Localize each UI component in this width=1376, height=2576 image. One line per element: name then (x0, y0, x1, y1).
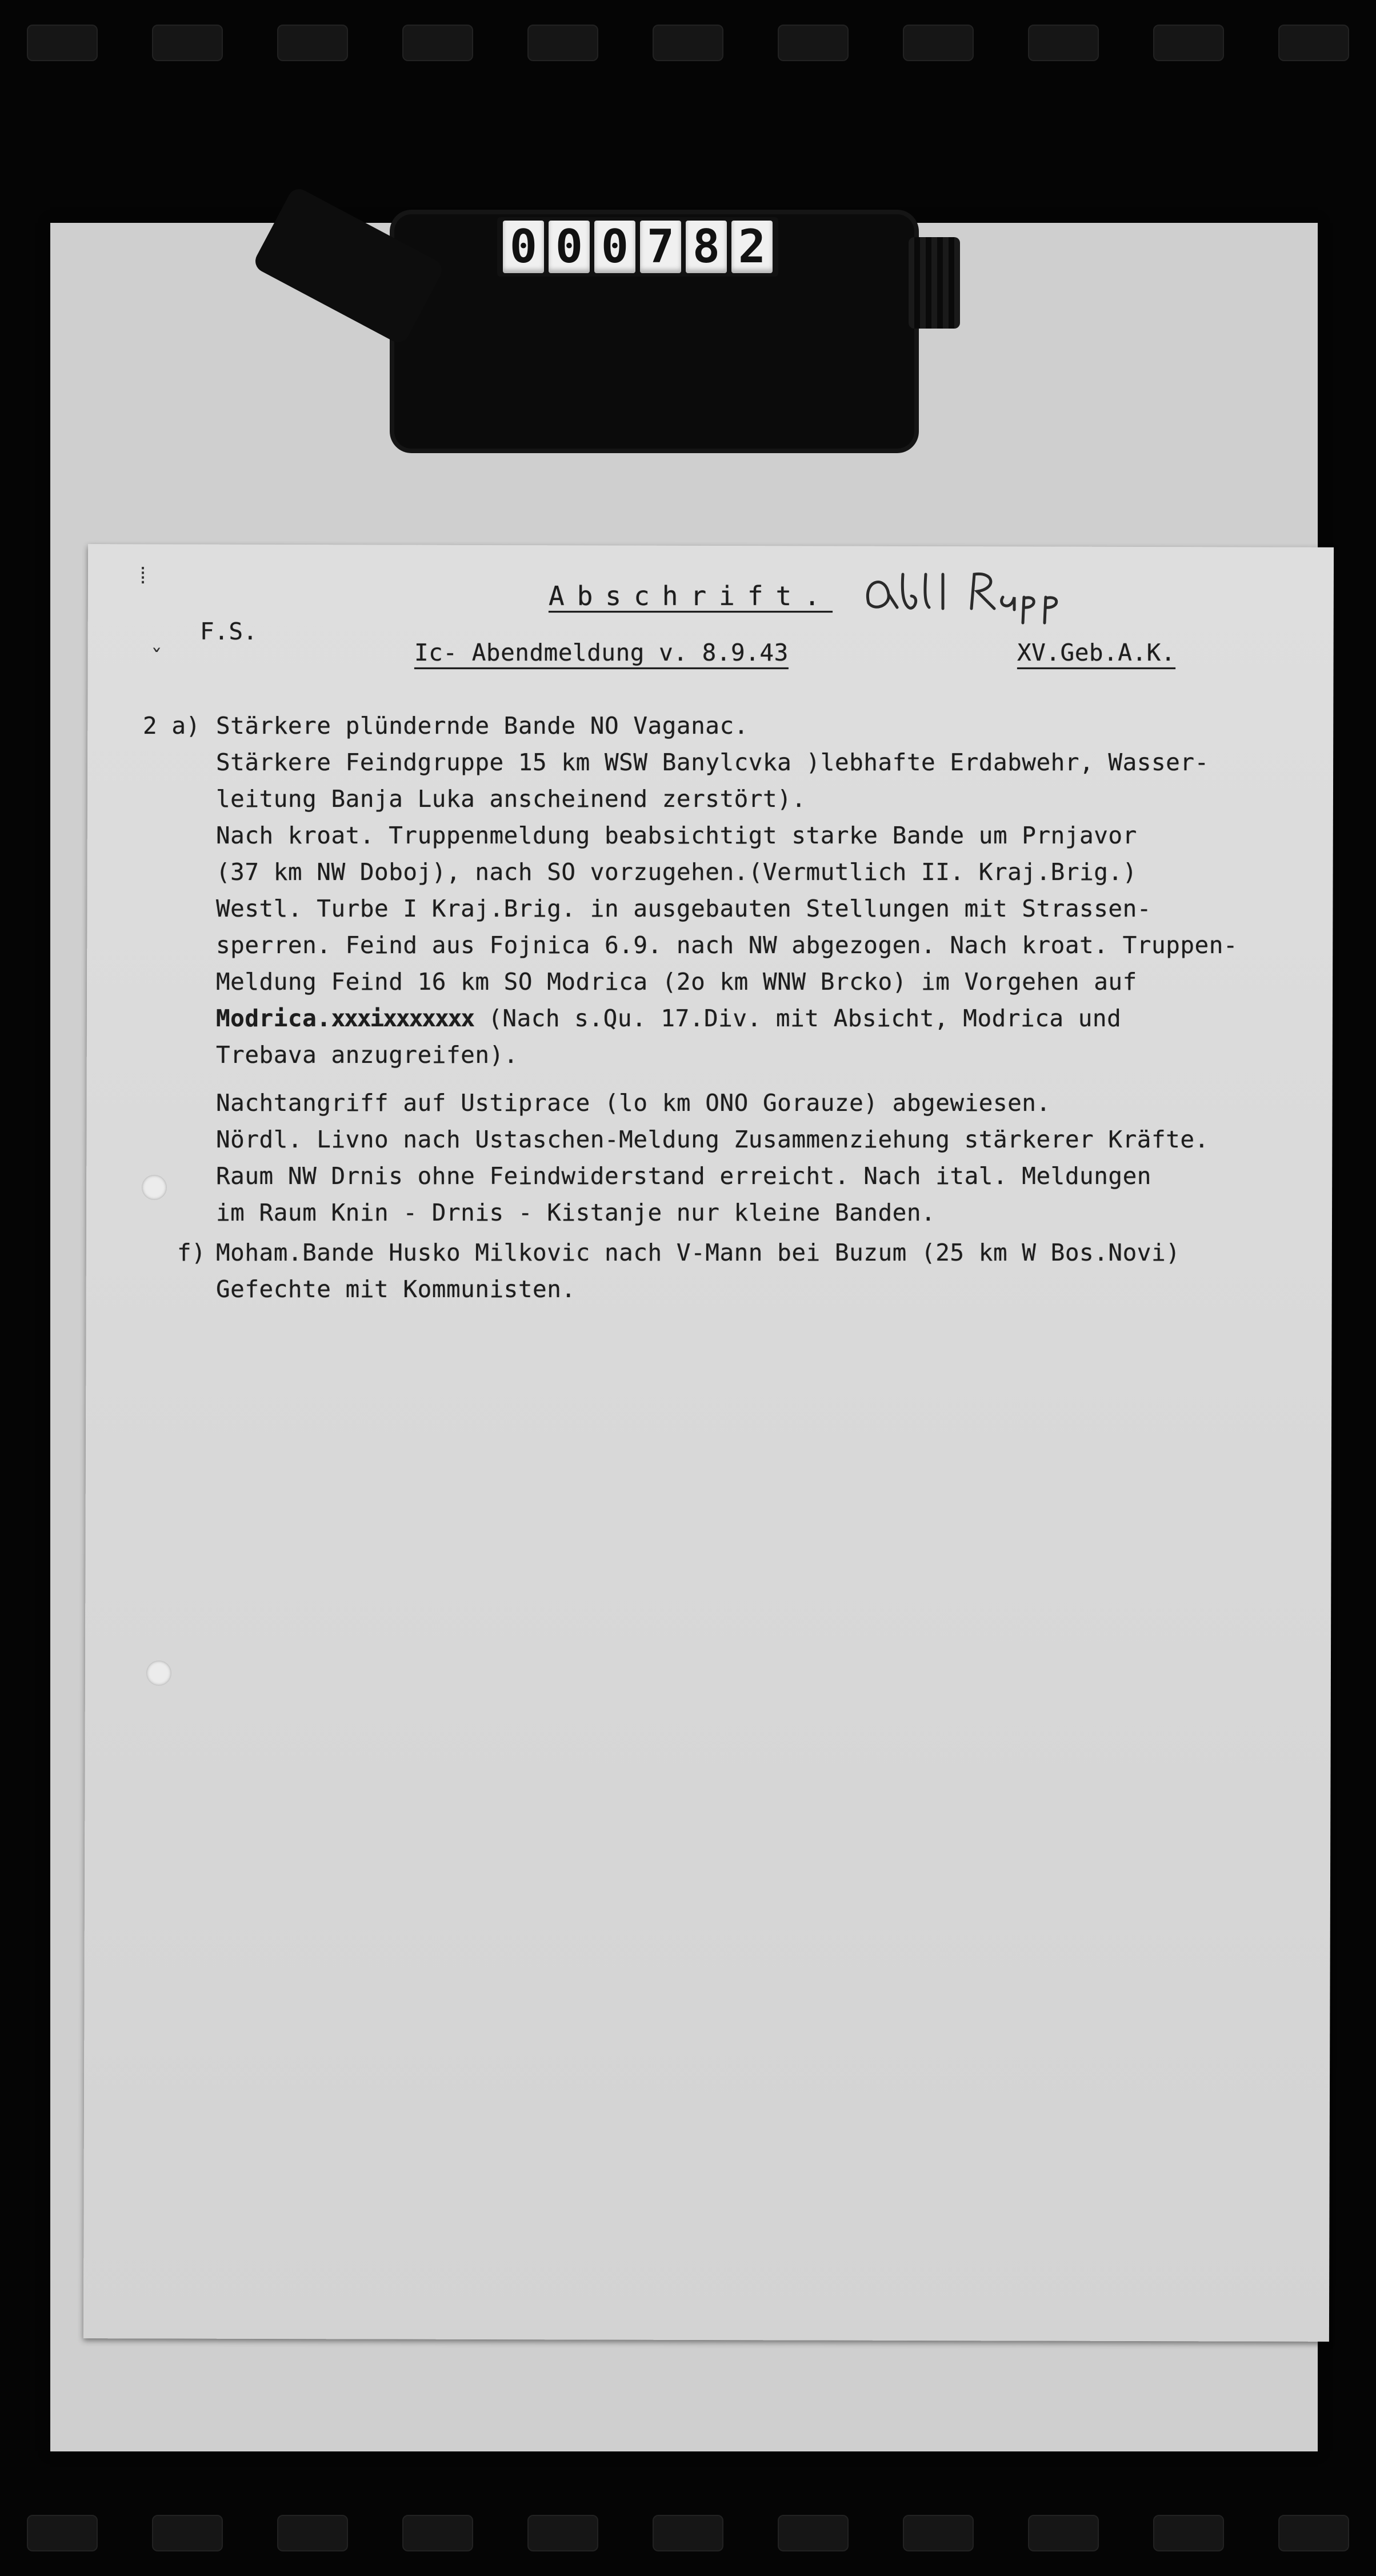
body-line: im Raum Knin - Drnis - Kistanje nur kleine Banden. (216, 1199, 936, 1226)
film-perforation (277, 2515, 348, 2551)
punch-hole (146, 1661, 171, 1686)
body-line: sperren. Feind aus Fojnica 6.9. nach NW abgezogen. Nach kroat. Truppen- (216, 931, 1238, 959)
section-label: 2 a) (143, 712, 201, 739)
frame-counter (497, 217, 778, 277)
film-perforation (1028, 25, 1099, 61)
film-perforation (1153, 25, 1224, 61)
document-page (83, 544, 1334, 2342)
body-line: Trebava anzugreifen). (216, 1041, 518, 1069)
body-line: Nördl. Livno nach Ustaschen-Meldung Zusammenziehung stärkerer Kräfte. (216, 1126, 1209, 1153)
film-perforation (402, 2515, 473, 2551)
film-perforation (778, 2515, 849, 2551)
body-line: (37 km NW Doboj), nach SO vorzugehen.(Vermutlich II. Kraj.Brig.) (216, 858, 1137, 886)
film-perforation (1278, 2515, 1349, 2551)
film-perforation (152, 2515, 223, 2551)
frame-counter-digit: 0 (503, 221, 544, 273)
frame-counter-digit: 2 (731, 221, 773, 273)
film-perforation (27, 2515, 98, 2551)
body-line: Moham.Bande Husko Milkovic nach V-Mann bei Buzum (25 km W Bos.Novi) (216, 1239, 1181, 1266)
film-perforation (277, 25, 348, 61)
body-line: leitung Banja Luka anscheinend zerstört). (216, 785, 806, 813)
struck-out-text: xxxixxxxxxx (331, 1005, 474, 1032)
unit-designation: XV.Geb.A.K. (1017, 639, 1176, 666)
film-perforation (778, 25, 849, 61)
body-line-modrica (216, 1007, 1121, 1030)
fs-marker: F.S. (200, 618, 258, 645)
film-perforation (1278, 25, 1349, 61)
film-perforation (1028, 2515, 1099, 2551)
frame-counter-digit: 7 (640, 221, 681, 273)
handwritten-note (857, 563, 1074, 626)
counter-knob (909, 237, 960, 329)
body-line: Westl. Turbe I Kraj.Brig. in ausgebauten Stellungen mit Strassen- (216, 895, 1151, 922)
report-subject: Ic- Abendmeldung v. 8.9.43 (414, 639, 789, 666)
film-perforations-bottom (0, 2502, 1376, 2565)
margin-mark: ⁞ (136, 563, 150, 589)
body-line: Gefechte mit Kommunisten. (216, 1275, 576, 1303)
modrica-end: (Nach s.Qu. 17.Div. mit Absicht, Modrica und (474, 1005, 1122, 1032)
modrica-start: Modrica. (216, 1005, 331, 1032)
film-perforation (527, 25, 598, 61)
body-line: Meldung Feind 16 km SO Modrica (2o km WNW Brcko) im Vorgehen auf (216, 968, 1137, 995)
film-perforations-top (0, 11, 1376, 74)
body-line: Nach kroat. Truppenmeldung beabsichtigt starke Bande um Prnjavor (216, 822, 1137, 849)
section-label: f) (177, 1239, 206, 1266)
frame-counter-digit: 8 (686, 221, 727, 273)
frame-counter-digit: 0 (549, 221, 590, 273)
film-perforation (653, 2515, 723, 2551)
body-line: Raum NW Drnis ohne Feindwiderstand erreicht. Nach ital. Meldungen (216, 1162, 1151, 1190)
frame-counter-digit: 0 (594, 221, 635, 273)
film-perforation (1153, 2515, 1224, 2551)
film-perforation (402, 25, 473, 61)
body-line: Nachtangriff auf Ustiprace (lo km ONO Gorauze) abgewiesen. (216, 1089, 1051, 1117)
film-perforation (27, 25, 98, 61)
film-perforation (527, 2515, 598, 2551)
film-perforation (653, 25, 723, 61)
film-perforation (903, 2515, 974, 2551)
body-line: Stärkere Feindgruppe 15 km WSW Banylcvka )lebhafte Erdabwehr, Wasser- (216, 749, 1209, 776)
body-line: Stärkere plündernde Bande NO Vaganac. (216, 712, 749, 739)
document-title: Abschrift. (549, 581, 833, 611)
margin-mark: ˇ (150, 646, 164, 672)
film-perforation (903, 25, 974, 61)
film-perforation (152, 25, 223, 61)
punch-hole (142, 1175, 167, 1200)
